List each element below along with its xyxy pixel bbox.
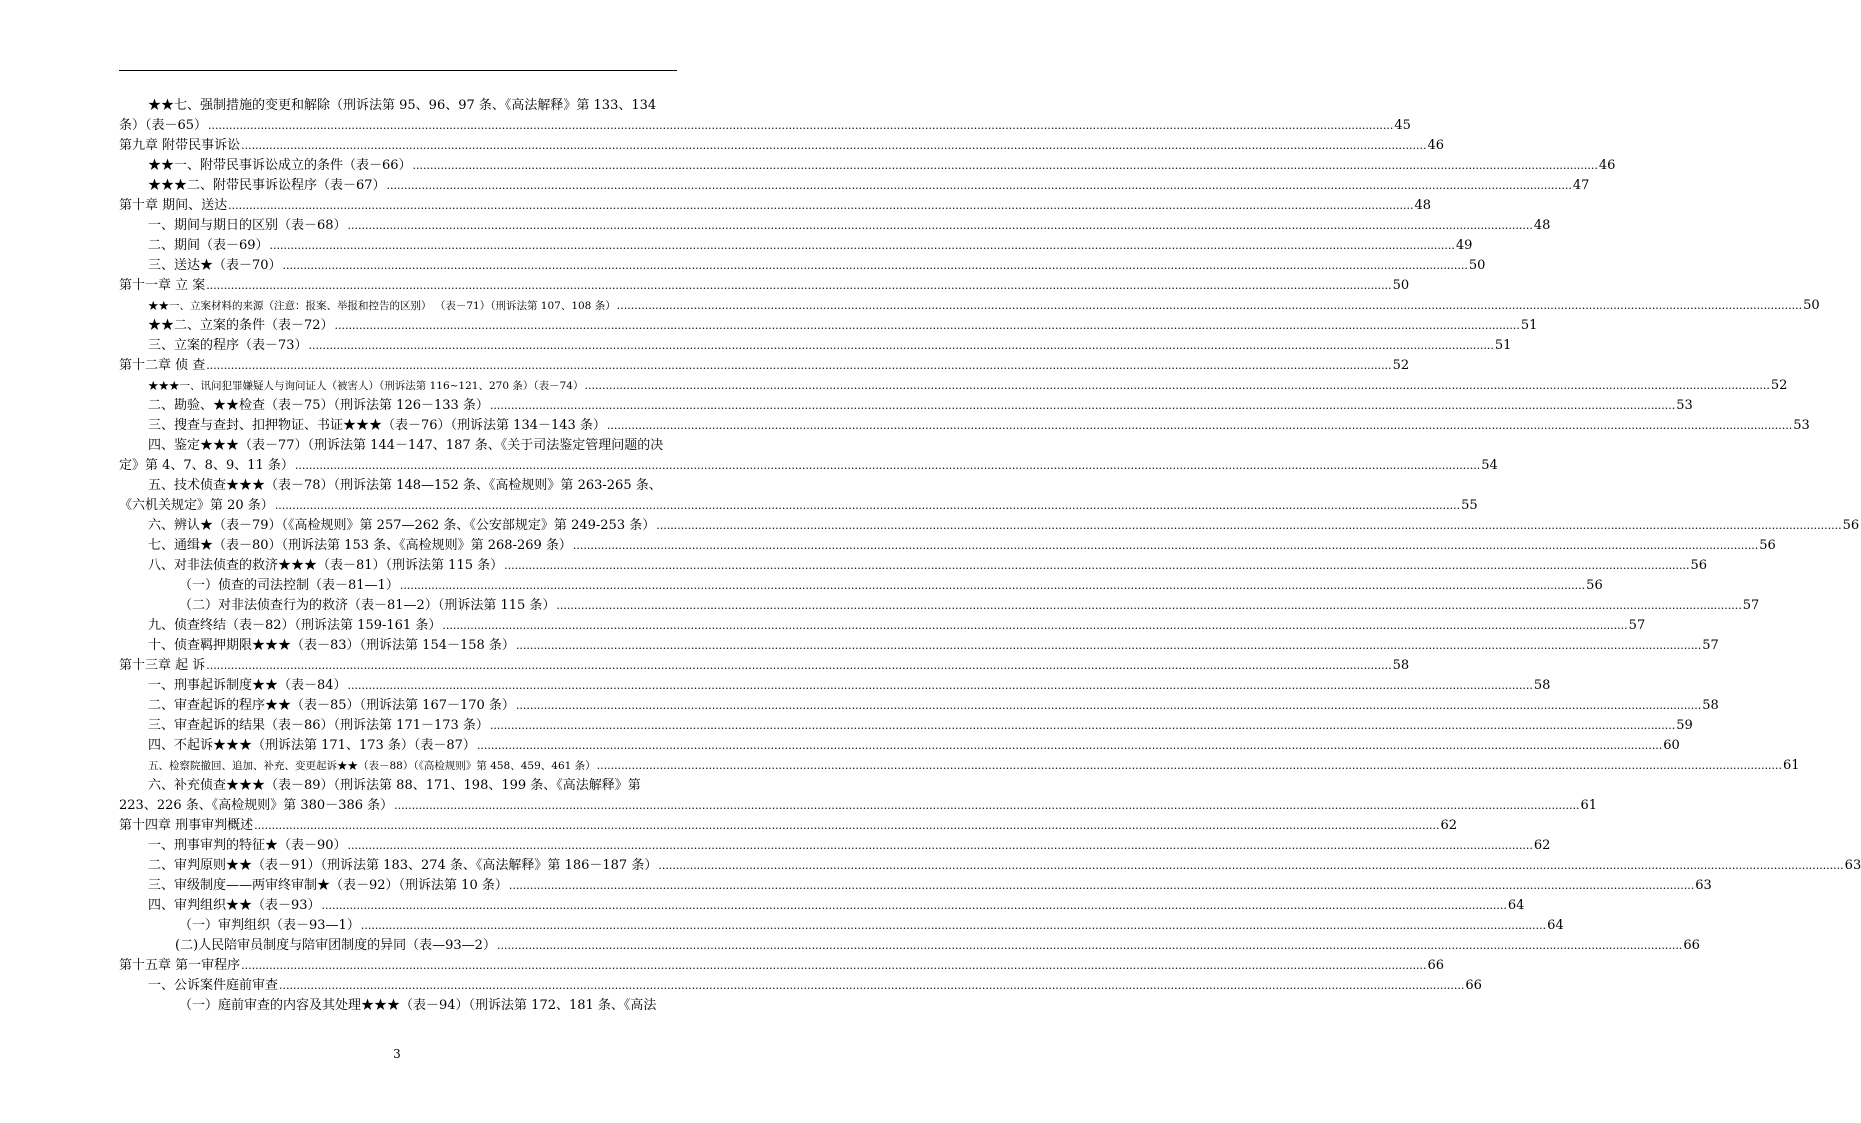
toc-entry-title: 第十三章 起 诉 [119, 658, 206, 673]
dot-leader [270, 236, 1455, 256]
toc-page-number: 66 [1683, 938, 1700, 953]
toc-chapter[interactable] [119, 136, 1445, 156]
toc-chapter[interactable] [119, 956, 1445, 976]
toc-entry-title: 二、期间（表－69） [148, 238, 269, 253]
toc-page-number: 61 [1783, 758, 1800, 773]
toc-entry-title: 三、送达★（表－70） [148, 258, 282, 273]
toc-entry-title: 一、期间与期日的区别（表－68） [148, 218, 347, 233]
dot-leader [275, 496, 1460, 516]
dot-leader [241, 956, 1426, 976]
page-number: 3 [393, 1047, 401, 1061]
toc-page-number: 50 [1468, 258, 1486, 273]
toc-page-number: 64 [1507, 898, 1525, 913]
toc-entry[interactable] [119, 776, 1598, 816]
toc-entry-title: 四、不起诉★★★（刑诉法第 171、173 条）（表－87） [148, 738, 476, 753]
toc-page-number: 48 [1533, 218, 1551, 233]
toc-page-number: 56 [1842, 518, 1860, 533]
toc-entry-title-line: ★★七、强制措施的变更和解除（刑诉法第 95、96、97 条、《高法解释》第 133、134 [148, 98, 657, 113]
toc-page-number: 51 [1494, 338, 1512, 353]
toc-page-number: 46 [1598, 158, 1616, 173]
dot-leader [309, 336, 1494, 356]
dot-leader [279, 976, 1464, 996]
header-rule [119, 70, 677, 71]
toc-entry[interactable] [119, 696, 1719, 716]
toc-entry-title: 一、刑事审判的特征★（表－90） [148, 838, 347, 853]
toc-entry-title: ★★★二、附带民事诉讼程序（表－67） [148, 178, 386, 193]
dot-leader [387, 176, 1572, 196]
toc-entry-title: 七、通缉★（表－80）（刑诉法第 153 条、《高检规则》第 268-269 条） [148, 538, 572, 553]
toc-entry-title: 八、对非法侦查的救济★★★（表－81）（刑诉法第 115 条） [148, 558, 504, 573]
toc-entry-title: 第十四章 刑事审判概述 [119, 818, 254, 833]
toc-entry-title: 二、审查起诉的程序★★（表－85）（刑诉法第 167－170 条） [148, 698, 515, 713]
toc-entry[interactable] [119, 836, 1551, 856]
toc-entry-title: 三、审查起诉的结果（表－86）（刑诉法第 171－173 条） [148, 718, 489, 733]
toc-entry[interactable] [119, 156, 1616, 176]
toc-entry[interactable] [119, 216, 1551, 236]
toc-entry[interactable] [119, 176, 1590, 196]
toc-chapter[interactable] [119, 656, 1410, 676]
toc-page-number: 63 [1844, 858, 1861, 873]
toc-entry-title: ★★★一、讯问犯罪嫌疑人与询问证人（被害人）（刑诉法第 116~121、270 条）（表－74） [148, 380, 584, 392]
toc-entry[interactable] [119, 876, 1712, 896]
table-of-contents [119, 96, 1861, 1016]
toc-entry[interactable] [119, 856, 1861, 876]
toc-page-number: 59 [1676, 718, 1693, 733]
toc-entry-title: 第十五章 第一审程序 [119, 958, 241, 973]
toc-chapter[interactable] [119, 816, 1458, 836]
dot-leader [361, 916, 1546, 936]
toc-chapter[interactable] [119, 276, 1410, 296]
toc-entry-title: 第十一章 立 案 [119, 278, 206, 293]
toc-page-number: 62 [1533, 838, 1551, 853]
dot-leader [394, 796, 1579, 816]
dot-leader [509, 876, 1694, 896]
toc-entry[interactable] [119, 256, 1486, 276]
toc-entry-title: (二)人民陪审员制度与陪审团制度的异同（表—93—2） [175, 938, 496, 953]
toc-entry-title: 第九章 附带民事诉讼 [119, 138, 241, 153]
toc-entry[interactable] [119, 596, 1760, 616]
toc-entry-title-line: 五、技术侦查★★★（表－78）（刑诉法第 148—152 条、《高检规则》第 263-265 条、 [148, 478, 662, 493]
toc-entry-title: 三、搜查与查封、扣押物证、书证★★★（表－76）（刑诉法第 134－143 条） [148, 418, 606, 433]
toc-entry[interactable] [119, 916, 1564, 936]
toc-entry[interactable] [119, 756, 1800, 776]
toc-page-number: 60 [1663, 738, 1680, 753]
toc-page-number: 50 [1392, 278, 1410, 293]
toc-page-number: 50 [1803, 298, 1820, 313]
toc-page-number: 53 [1676, 398, 1693, 413]
toc-chapter[interactable] [119, 356, 1410, 376]
dot-leader [322, 896, 1507, 916]
toc-entry-title: 五、检察院撤回、追加、补充、变更起诉★★（表－88）（《高检规则》第 458、459、461 条） [148, 760, 596, 772]
dot-leader [573, 536, 1758, 556]
toc-entry-title: （一）侦查的司法控制（表－81—1） [179, 578, 399, 593]
toc-entry-continued[interactable]: （一）庭前审查的内容及其处理★★★（表－94）（刑诉法第 172、181 条、《高法 [179, 998, 657, 1013]
toc-entry-title: （一）审判组织（表－93—1） [179, 918, 360, 933]
toc-page-number: 47 [1572, 178, 1590, 193]
toc-entry-title: 二、勘验、★★检查（表－75）（刑诉法第 126－133 条） [148, 398, 489, 413]
toc-entry[interactable] [119, 636, 1719, 656]
toc-chapter[interactable] [119, 196, 1432, 216]
toc-page-number: 56 [1586, 578, 1603, 593]
dot-leader [400, 576, 1585, 596]
dot-leader [490, 716, 1675, 736]
dot-leader [348, 216, 1533, 236]
toc-entry-title: 第十二章 侦 查 [119, 358, 206, 373]
toc-page-number: 56 [1759, 538, 1776, 553]
toc-entry[interactable] [119, 616, 1646, 636]
toc-page-number: 52 [1392, 358, 1410, 373]
toc-page-number: 58 [1533, 678, 1551, 693]
dot-leader [656, 516, 1841, 536]
toc-entry-title: 第十章 期间、送达 [119, 198, 228, 213]
dot-leader [335, 316, 1520, 336]
toc-page-number: 57 [1702, 638, 1719, 653]
toc-page-number: 51 [1520, 318, 1538, 333]
toc-entry[interactable] [119, 556, 1708, 576]
toc-entry[interactable] [119, 976, 1482, 996]
dot-leader [348, 836, 1533, 856]
toc-page-number: 64 [1547, 918, 1564, 933]
toc-entry-title: 三、立案的程序（表－73） [148, 338, 308, 353]
toc-page-number: 49 [1455, 238, 1473, 253]
toc-page-number: 52 [1770, 378, 1788, 393]
toc-page-number: 45 [1394, 118, 1411, 133]
dot-leader [490, 396, 1675, 416]
toc-entry[interactable] [119, 716, 1693, 736]
dot-leader [497, 936, 1682, 956]
toc-entry-title: ★★一、附带民事诉讼成立的条件（表－66） [148, 158, 412, 173]
toc-page-number: 54 [1481, 458, 1498, 473]
dot-leader [597, 756, 1782, 776]
toc-entry[interactable] [119, 336, 1512, 356]
toc-entry-title: 十、侦查羁押期限★★★（表－83）（刑诉法第 154－158 条） [148, 638, 515, 653]
toc-page-number: 66 [1427, 958, 1445, 973]
toc-entry-title: 223、226 条、《高检规则》第 380－386 条） [119, 798, 394, 813]
dot-leader [206, 276, 1391, 296]
toc-entry[interactable] [119, 476, 1478, 516]
toc-page-number: 57 [1628, 618, 1646, 633]
toc-entry[interactable] [119, 536, 1776, 556]
toc-entry[interactable] [119, 316, 1538, 336]
dot-leader [283, 256, 1468, 276]
toc-page-number: 61 [1580, 798, 1598, 813]
toc-entry[interactable] [119, 376, 1788, 396]
toc-entry[interactable] [119, 416, 1810, 436]
toc-page-number: 62 [1440, 818, 1458, 833]
toc-entry[interactable] [119, 396, 1693, 416]
toc-entry[interactable] [119, 896, 1525, 916]
toc-entry[interactable] [119, 296, 1820, 316]
toc-page-number: 56 [1690, 558, 1708, 573]
dot-leader [442, 616, 1627, 636]
dot-leader [607, 416, 1792, 436]
toc-entry[interactable] [119, 236, 1473, 256]
toc-entry-title: ★★二、立案的条件（表－72） [148, 318, 334, 333]
toc-page-number: 66 [1465, 978, 1482, 993]
toc-page-number: 46 [1427, 138, 1445, 153]
dot-leader [658, 856, 1843, 876]
toc-entry[interactable] [119, 576, 1603, 596]
dot-leader [516, 696, 1701, 716]
toc-page-number: 63 [1695, 878, 1712, 893]
dot-leader [617, 296, 1802, 316]
dot-leader [206, 656, 1391, 676]
toc-entry-title: （二）对非法侦查行为的救济（表－81—2）（刑诉法第 115 条） [179, 598, 556, 613]
dot-leader [348, 676, 1533, 696]
toc-entry[interactable] [119, 936, 1700, 956]
toc-entry-title: 条）（表－65） [119, 118, 208, 133]
toc-entry-title: 三、审级制度——两审终审制★（表－92）（刑诉法第 10 条） [148, 878, 508, 893]
toc-entry-title: 四、审判组织★★（表－93） [148, 898, 321, 913]
toc-entry[interactable] [119, 96, 1411, 136]
toc-entry-title-line: 六、补充侦查★★★（表－89）（刑诉法第 88、171、198、199 条、《高法解释》第 [148, 778, 641, 793]
toc-entry-title: 九、侦查终结（表－82）（刑诉法第 159-161 条） [148, 618, 442, 633]
dot-leader [295, 456, 1480, 476]
dot-leader [477, 736, 1662, 756]
dot-leader [556, 596, 1741, 616]
toc-entry-title: 二、审判原则★★（表－91）（刑诉法第 183、274 条、《高法解释》第 186－187 条） [148, 858, 658, 873]
dot-leader [254, 816, 1439, 836]
dot-leader [241, 136, 1426, 156]
toc-entry[interactable] [119, 736, 1680, 756]
toc-page-number: 55 [1461, 498, 1478, 513]
toc-page-number: 53 [1793, 418, 1810, 433]
toc-entry-title: 一、公诉案件庭前审查 [148, 978, 279, 993]
toc-entry-title: 《六机关规定》第 20 条） [119, 498, 274, 513]
toc-entry-title: 一、刑事起诉制度★★（表－84） [148, 678, 347, 693]
toc-entry-title: ★★一、立案材料的来源（注意：报案、举报和控告的区别） （表－71）（刑诉法第 107、108 条） [148, 300, 616, 312]
toc-page-number: 57 [1742, 598, 1760, 613]
toc-entry[interactable] [119, 516, 1860, 536]
toc-entry[interactable] [119, 676, 1551, 696]
dot-leader [413, 156, 1598, 176]
dot-leader [206, 356, 1391, 376]
toc-page-number: 48 [1414, 198, 1432, 213]
dot-leader [228, 196, 1413, 216]
toc-entry-title-line: 四、鉴定★★★（表－77）（刑诉法第 144－147、187 条、《关于司法鉴定管理问题的决 [148, 438, 664, 453]
toc-entry-title: 定》第 4、7、8、9、11 条） [119, 458, 294, 473]
toc-entry-title: 六、辨认★（表－79）（《高检规则》第 257—262 条、《公安部规定》第 249-253 条） [148, 518, 656, 533]
toc-page-number: 58 [1702, 698, 1719, 713]
dot-leader [584, 376, 1769, 396]
toc-page-number: 58 [1392, 658, 1410, 673]
dot-leader [504, 556, 1689, 576]
dot-leader [516, 636, 1701, 656]
toc-entry[interactable] [119, 436, 1498, 476]
dot-leader [208, 116, 1393, 136]
